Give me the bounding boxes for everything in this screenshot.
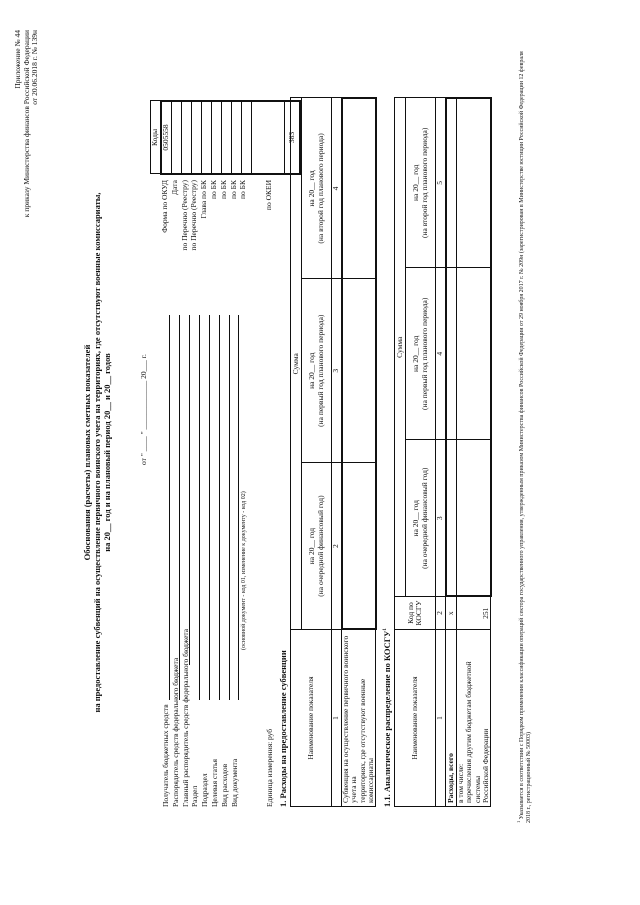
s11-kosgu-1: Код по — [405, 602, 415, 624]
s1-value-1 — [342, 463, 376, 630]
title-line-2: на предоставление субвенций на осуществление первичного воинского учета на территориях, где отсутствуют военные комиссариаты, — [92, 192, 103, 713]
footnote-line-1 — [516, 51, 526, 823]
footnote-sup: 1 — [516, 820, 521, 823]
label-date: Дата — [169, 180, 179, 195]
footnote-line-2: 2018 г., регистрационный № 50003) — [525, 732, 532, 823]
s1-row-label-2: территориях, где отсутствуют военные комиссариаты — [357, 678, 375, 803]
section-11-title-sup: 1 — [383, 628, 389, 631]
code-empty — [252, 101, 285, 174]
s11-total-value-1 — [446, 440, 457, 597]
section-11-table — [394, 97, 492, 807]
code-reestr-2 — [192, 101, 202, 174]
s11-col-year-2 — [406, 268, 436, 440]
unit-label: Единица измерения: — [265, 741, 274, 807]
s11-total-value-3 — [446, 98, 457, 268]
underline-6 — [219, 315, 220, 700]
s1-year-3-a: на 20__ год — [307, 170, 317, 207]
code-labels — [160, 180, 248, 305]
s1-value-3 — [342, 98, 376, 279]
s11-num-5: 5 — [436, 98, 446, 268]
s11-col-year-3 — [406, 98, 436, 268]
underline-8 — [238, 315, 239, 700]
underline-4 — [199, 315, 200, 700]
codes-table — [150, 100, 301, 175]
s11-total-label — [446, 630, 457, 807]
s11-num-3: 3 — [436, 440, 446, 597]
label-okud: Форма по ОКУД — [160, 180, 169, 233]
field-recipient: Получатель бюджетных средств — [161, 704, 170, 807]
s11-col-kosgu — [395, 597, 436, 630]
field-doc-type: Вид документа — [229, 758, 239, 807]
field-main-distributor: Главный распорядитель средств федерального бюджета — [180, 628, 190, 807]
label-reestr-2: по Перечню (Реестру) — [189, 180, 199, 251]
s11-year-2-b: (на первый год планового периода) — [419, 297, 429, 410]
label-okei: по ОКЕИ — [264, 180, 273, 211]
title-line-1: Обоснования (расчеты) плановых сметных показателей — [82, 344, 92, 561]
code-bk-2 — [222, 101, 232, 174]
underline-3 — [189, 315, 190, 665]
s1-col-sum: Сумма — [291, 98, 302, 630]
label-bk-4: по БК — [238, 180, 248, 199]
date-line: от " ____ " _____________ 20___ г. — [139, 354, 148, 465]
field-labels — [161, 629, 239, 807]
s11-year-3-a: на 20__ год — [411, 164, 421, 201]
s1-year-3-b: (на второй год планового периода) — [315, 133, 325, 244]
code-okud: 0505558 — [161, 101, 172, 174]
underline-7 — [229, 315, 230, 700]
s11-col-year-1 — [406, 440, 436, 597]
s11-incl-label: в том числе: — [456, 763, 465, 803]
s1-year-1-b: (на очередной финансовый год) — [315, 495, 325, 597]
s11-num-4: 4 — [436, 268, 446, 440]
appendix-line-2: к приказу Министерства финансов Российской Федерации — [21, 30, 31, 218]
s11-num-2: 2 — [436, 597, 446, 630]
s11-col-name: Наименование показателя — [395, 630, 436, 807]
title-block — [82, 0, 113, 905]
s1-col-name: Наименование показателя — [291, 630, 332, 807]
section-1-title: 1. Расходы на предоставление субвенции — [278, 650, 288, 807]
footnote-text-1: Указывается в соответствии с Порядком применения классификации операций сектора государственного управления, утвержденным приказом Министерства финансов Российской Федерации от 29 ноября 2017 г. № 209н (зарегистрирован в Министерстве юстиции Российской Федерации 12 февраля — [519, 51, 525, 820]
underline-2 — [179, 315, 180, 700]
s1-num-4: 4 — [332, 98, 342, 279]
appendix-block — [14, 30, 40, 217]
code-okei: 383 — [285, 101, 301, 174]
s11-year-1-b: (на очередной финансовый год) — [419, 467, 429, 569]
field-expense-type: Вид расходов — [219, 763, 229, 807]
s1-num-3: 3 — [332, 279, 342, 463]
s11-sub-label-2: Российской Федерации — [480, 728, 490, 803]
doc-type-note: (основной документ - код 01, изменение к документу - код 02) — [241, 491, 247, 650]
code-bk-4 — [242, 101, 252, 174]
codes-header: Коды — [151, 101, 162, 174]
s1-col-year-3 — [302, 98, 332, 279]
appendix-line-3: от 20.06.2018 г. № 139н — [30, 30, 40, 105]
label-bk-1: по БК — [208, 180, 218, 199]
code-bk-3 — [232, 101, 242, 174]
label-reestr-1: по Перечню (Реестру) — [179, 180, 189, 251]
s1-num-1: 1 — [332, 630, 342, 807]
s11-sub-label-1: перечисления другим бюджетам бюджетной системы — [464, 661, 482, 803]
label-glava: Глава по БК — [199, 180, 209, 219]
s1-row-label-1: Субвенция на осуществление первичного воинского учета на — [341, 635, 359, 803]
s1-col-year-2 — [302, 279, 332, 463]
s1-year-2-a: на 20__ год — [307, 352, 317, 389]
label-bk-3: по БК — [228, 180, 238, 199]
footnote — [516, 51, 533, 823]
s11-total-value-2 — [446, 268, 457, 440]
s1-year-2-b: (на первый год планового периода) — [315, 314, 325, 427]
code-glava — [202, 101, 212, 174]
s1-num-2: 2 — [332, 463, 342, 630]
field-subsection: Подраздел — [200, 773, 210, 807]
label-bk-2: по БК — [218, 180, 228, 199]
s1-year-1-a: на 20__ год — [307, 527, 317, 565]
code-reestr-1 — [182, 101, 192, 174]
underline-1 — [169, 315, 170, 700]
s1-col-year-1 — [302, 463, 332, 630]
unit-value: руб — [265, 728, 274, 740]
section-11-title — [382, 628, 392, 807]
field-distributor: Распорядитель средств федерального бюджета — [170, 657, 180, 807]
s1-value-2 — [342, 279, 376, 463]
s11-col-sum: Сумма — [395, 98, 406, 597]
s11-year-3-b: (на второй год планового периода) — [419, 127, 429, 239]
s11-kosgu-2: КОСГУ — [414, 600, 423, 626]
title-line-3: на 20__ год и на плановый период 20__ и 20__ годов — [102, 353, 113, 552]
s11-num-1: 1 — [436, 630, 446, 807]
s11-sub-kosgu: 251 — [457, 597, 491, 630]
appendix-line-1: Приложение № 44 — [13, 30, 22, 89]
s11-total-text: Расходы, всего — [445, 753, 455, 803]
s11-sub-value-3 — [457, 98, 491, 268]
code-bk-1 — [212, 101, 222, 174]
s1-row-label — [342, 630, 376, 807]
s11-sub-label — [457, 630, 491, 807]
underline-5 — [209, 315, 210, 700]
field-section: Раздел — [190, 785, 200, 807]
field-target-article: Целевая статья — [209, 759, 219, 807]
s11-sub-value-1 — [457, 440, 491, 597]
s11-year-2-a: на 20__ год — [411, 335, 421, 372]
section-11-title-text: 1.1. Аналитическое распределение по КОСГУ — [382, 630, 392, 807]
s11-sub-value-2 — [457, 268, 491, 440]
code-date — [172, 101, 182, 174]
s11-year-1-a: на 20__ год — [411, 500, 421, 537]
section-1-table — [290, 97, 377, 807]
s11-total-kosgu: x — [446, 597, 457, 630]
